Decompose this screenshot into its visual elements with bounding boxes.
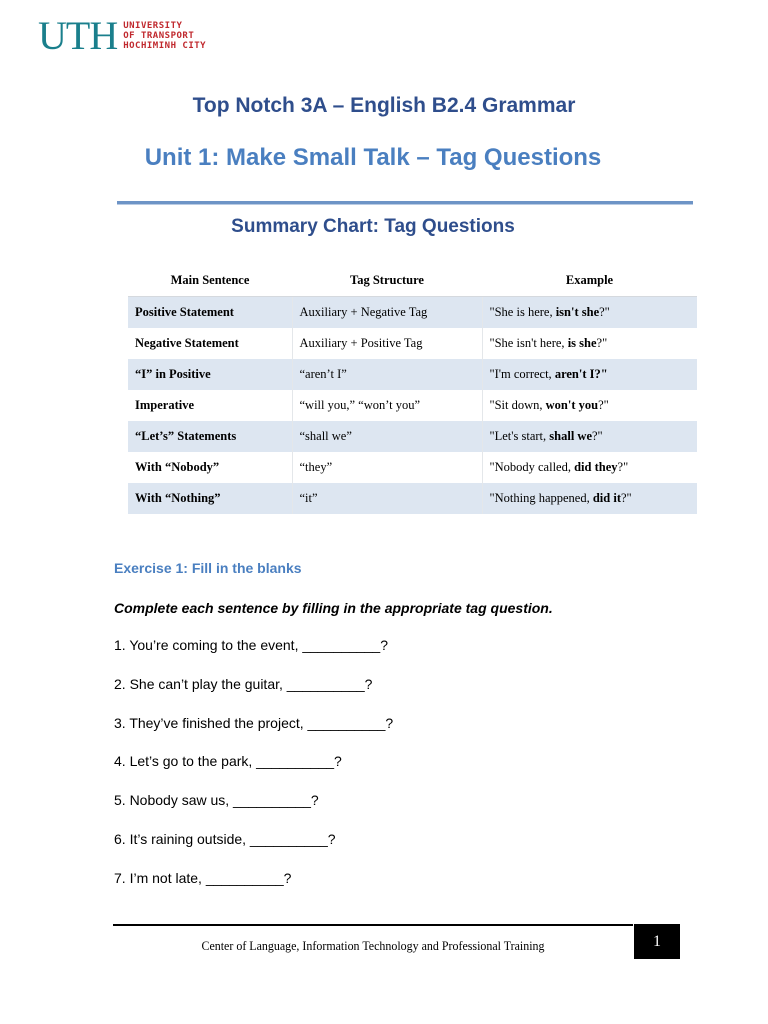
title-divider	[117, 201, 693, 205]
main-sentence-cell: “I” in Positive	[128, 359, 292, 390]
tag-structure-cell: “shall we”	[292, 421, 482, 452]
example-cell: "Let's start, shall we?"	[482, 421, 697, 452]
example-cell: "Nothing happened, did it?"	[482, 483, 697, 514]
tag-structure-cell: “they”	[292, 452, 482, 483]
logo-text	[123, 21, 206, 51]
main-sentence-cell: Negative Statement	[128, 328, 292, 359]
university-logo	[38, 13, 207, 58]
exercise-instruction: Complete each sentence by filling in the appropriate tag question.	[114, 600, 553, 616]
example-cell: "Sit down, won't you?"	[489, 398, 609, 412]
unit-title: Unit 1: Make Small Talk – Tag Questions	[144, 144, 602, 171]
main-sentence-cell: “Let’s” Statements	[128, 421, 292, 452]
logo-line: HOCHIMINH CITY	[123, 41, 207, 51]
table-row	[128, 359, 697, 390]
document-title: Top Notch 3A – English B2.4 Grammar	[192, 94, 576, 117]
example-cell: "Nobody called, did they?"	[489, 460, 629, 474]
example-cell: "She is here, isn't she?"	[482, 297, 697, 329]
tag-structure-cell: “it”	[292, 483, 482, 514]
example-cell: "I'm correct, aren't I?"	[482, 359, 697, 390]
footer-text: Center of Language, Information Technology and Professional Training	[201, 938, 545, 953]
logo-line: UNIVERSITY	[123, 21, 183, 31]
summary-chart-title: Summary Chart: Tag Questions	[231, 216, 515, 237]
column-header: Example	[482, 264, 697, 297]
exercise-item: 1. You’re coming to the event, __________?	[114, 637, 388, 653]
exercise-list	[114, 637, 393, 909]
tag-questions-table	[128, 264, 697, 514]
main-sentence-cell: With “Nothing”	[128, 483, 292, 514]
tag-structure-cell: “will you,” “won’t you”	[292, 390, 482, 421]
exercise-title: Exercise 1: Fill in the blanks	[114, 560, 302, 576]
main-sentence-cell: Imperative	[128, 390, 292, 421]
column-header: Tag Structure	[292, 264, 482, 297]
table-row	[128, 452, 697, 483]
exercise-item: 7. I’m not late, __________?	[114, 869, 292, 886]
example-cell: "She isn't here, is she?"	[489, 336, 608, 350]
page-number: 1	[634, 924, 680, 959]
footer-divider	[113, 924, 633, 926]
table-row	[128, 390, 697, 421]
table-row	[128, 297, 697, 329]
table-header-row	[128, 264, 697, 297]
exercise-item: 3. They’ve finished the project, __________?	[114, 714, 394, 731]
column-header: Main Sentence	[128, 264, 292, 297]
tag-structure-cell: Auxiliary + Positive Tag	[292, 328, 482, 359]
exercise-item: 5. Nobody saw us, __________?	[114, 792, 319, 809]
exercise-item: 6. It’s raining outside, __________?	[114, 830, 336, 847]
table-row	[128, 421, 697, 452]
exercise-item: 4. Let’s go to the park, __________?	[114, 753, 342, 770]
logo-line: OF TRANSPORT	[123, 31, 195, 41]
table-row	[128, 328, 697, 359]
logo-mark: UTH	[38, 13, 118, 58]
tag-structure-cell: Auxiliary + Negative Tag	[292, 297, 482, 329]
tag-structure-cell: “aren’t I”	[292, 359, 482, 390]
exercise-item: 2. She can’t play the guitar, __________?	[114, 675, 373, 692]
main-sentence-cell: With “Nobody”	[128, 452, 292, 483]
table-row	[128, 483, 697, 514]
main-sentence-cell: Positive Statement	[128, 297, 292, 329]
